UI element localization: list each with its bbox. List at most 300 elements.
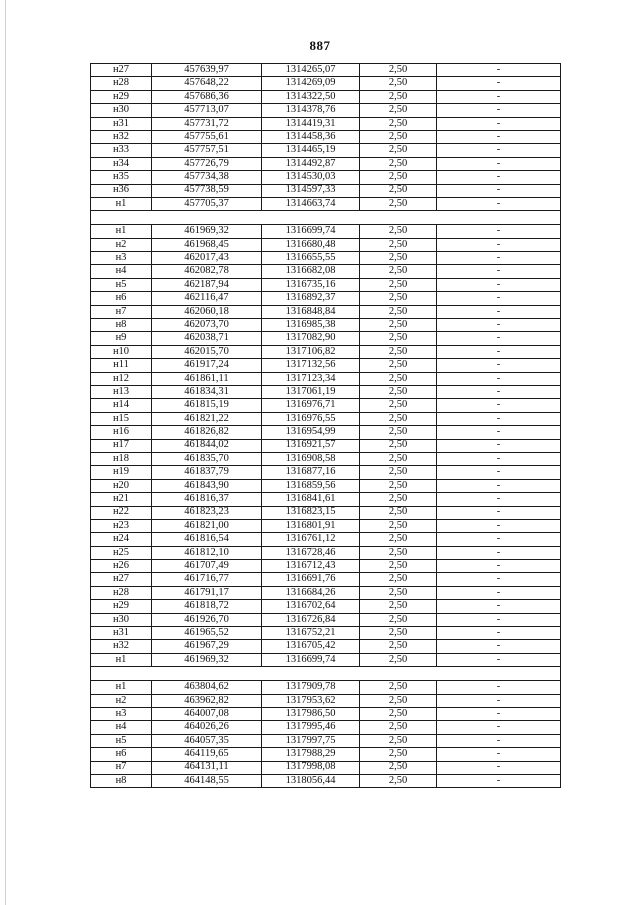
point-id-cell: н5 <box>91 734 152 747</box>
y-coordinate-cell: 1316735,16 <box>262 278 360 291</box>
note-cell: - <box>437 681 561 694</box>
point-id-cell: н12 <box>91 372 152 385</box>
width-cell: 2,50 <box>360 734 437 747</box>
point-id-cell: н24 <box>91 533 152 546</box>
note-cell: - <box>437 171 561 184</box>
separator-cell <box>91 211 561 225</box>
point-id-cell: н6 <box>91 292 152 305</box>
y-coordinate-cell: 1316921,57 <box>262 439 360 452</box>
table-row <box>91 506 561 519</box>
table-row <box>91 305 561 318</box>
table-row <box>91 265 561 278</box>
x-coordinate-cell: 461815,19 <box>152 399 262 412</box>
point-id-cell: н5 <box>91 278 152 291</box>
width-cell: 2,50 <box>360 359 437 372</box>
x-coordinate-cell: 461917,24 <box>152 359 262 372</box>
width-cell: 2,50 <box>360 761 437 774</box>
note-cell: - <box>437 586 561 599</box>
x-coordinate-cell: 462187,94 <box>152 278 262 291</box>
point-id-cell: н10 <box>91 345 152 358</box>
point-id-cell: н8 <box>91 319 152 332</box>
x-coordinate-cell: 461844,02 <box>152 439 262 452</box>
width-cell: 2,50 <box>360 345 437 358</box>
y-coordinate-cell: 1316682,08 <box>262 265 360 278</box>
y-coordinate-cell: 1316976,71 <box>262 399 360 412</box>
point-id-cell: н18 <box>91 452 152 465</box>
table-row <box>91 533 561 546</box>
point-id-cell: н20 <box>91 479 152 492</box>
x-coordinate-cell: 464148,55 <box>152 774 262 787</box>
table-row <box>91 721 561 734</box>
table-row <box>91 385 561 398</box>
x-coordinate-cell: 462017,43 <box>152 252 262 265</box>
table-row <box>91 345 561 358</box>
x-coordinate-cell: 461926,70 <box>152 613 262 626</box>
note-cell: - <box>437 573 561 586</box>
x-coordinate-cell: 461843,90 <box>152 479 262 492</box>
y-coordinate-cell: 1314597,33 <box>262 184 360 197</box>
width-cell: 2,50 <box>360 305 437 318</box>
x-coordinate-cell: 461965,52 <box>152 627 262 640</box>
y-coordinate-cell: 1316752,21 <box>262 627 360 640</box>
x-coordinate-cell: 464026,26 <box>152 721 262 734</box>
width-cell: 2,50 <box>360 130 437 143</box>
note-cell: - <box>437 278 561 291</box>
note-cell: - <box>437 466 561 479</box>
table-row <box>91 399 561 412</box>
point-id-cell: н30 <box>91 613 152 626</box>
note-cell: - <box>437 64 561 77</box>
x-coordinate-cell: 464007,08 <box>152 707 262 720</box>
note-cell: - <box>437 144 561 157</box>
table-row <box>91 573 561 586</box>
block-separator-row <box>91 667 561 681</box>
note-cell: - <box>437 359 561 372</box>
point-id-cell: н31 <box>91 627 152 640</box>
table-row <box>91 117 561 130</box>
x-coordinate-cell: 457705,37 <box>152 197 262 210</box>
y-coordinate-cell: 1317106,82 <box>262 345 360 358</box>
x-coordinate-cell: 461823,23 <box>152 506 262 519</box>
table-row <box>91 104 561 117</box>
note-cell: - <box>437 479 561 492</box>
table-row <box>91 412 561 425</box>
point-id-cell: н3 <box>91 252 152 265</box>
table-row <box>91 707 561 720</box>
width-cell: 2,50 <box>360 479 437 492</box>
point-id-cell: н32 <box>91 640 152 653</box>
y-coordinate-cell: 1316859,56 <box>262 479 360 492</box>
y-coordinate-cell: 1316726,84 <box>262 613 360 626</box>
y-coordinate-cell: 1316680,48 <box>262 238 360 251</box>
x-coordinate-cell: 457734,38 <box>152 171 262 184</box>
note-cell: - <box>437 77 561 90</box>
coordinates-table <box>90 63 561 788</box>
point-id-cell: н2 <box>91 238 152 251</box>
width-cell: 2,50 <box>360 117 437 130</box>
point-id-cell: н4 <box>91 721 152 734</box>
width-cell: 2,50 <box>360 707 437 720</box>
y-coordinate-cell: 1316702,64 <box>262 600 360 613</box>
width-cell: 2,50 <box>360 774 437 787</box>
table-row <box>91 600 561 613</box>
point-id-cell: н3 <box>91 707 152 720</box>
width-cell: 2,50 <box>360 452 437 465</box>
width-cell: 2,50 <box>360 399 437 412</box>
note-cell: - <box>437 439 561 452</box>
y-coordinate-cell: 1316655,55 <box>262 252 360 265</box>
point-id-cell: н19 <box>91 466 152 479</box>
table-row <box>91 238 561 251</box>
y-coordinate-cell: 1314269,09 <box>262 77 360 90</box>
y-coordinate-cell: 1316877,16 <box>262 466 360 479</box>
x-coordinate-cell: 461818,72 <box>152 600 262 613</box>
note-cell: - <box>437 305 561 318</box>
width-cell: 2,50 <box>360 144 437 157</box>
point-id-cell: н6 <box>91 748 152 761</box>
note-cell: - <box>437 748 561 761</box>
point-id-cell: н34 <box>91 157 152 170</box>
point-id-cell: н25 <box>91 546 152 559</box>
x-coordinate-cell: 461969,32 <box>152 653 262 666</box>
width-cell: 2,50 <box>360 64 437 77</box>
x-coordinate-cell: 457731,72 <box>152 117 262 130</box>
x-coordinate-cell: 461861,11 <box>152 372 262 385</box>
note-cell: - <box>437 319 561 332</box>
y-coordinate-cell: 1317997,75 <box>262 734 360 747</box>
x-coordinate-cell: 461968,45 <box>152 238 262 251</box>
note-cell: - <box>437 332 561 345</box>
point-id-cell: н11 <box>91 359 152 372</box>
width-cell: 2,50 <box>360 225 437 238</box>
table-row <box>91 130 561 143</box>
table-row <box>91 319 561 332</box>
y-coordinate-cell: 1316705,42 <box>262 640 360 653</box>
point-id-cell: н33 <box>91 144 152 157</box>
note-cell: - <box>437 519 561 532</box>
width-cell: 2,50 <box>360 546 437 559</box>
width-cell: 2,50 <box>360 586 437 599</box>
note-cell: - <box>437 653 561 666</box>
x-coordinate-cell: 461969,32 <box>152 225 262 238</box>
point-id-cell: н4 <box>91 265 152 278</box>
x-coordinate-cell: 457713,07 <box>152 104 262 117</box>
x-coordinate-cell: 457648,22 <box>152 77 262 90</box>
note-cell: - <box>437 399 561 412</box>
y-coordinate-cell: 1314322,50 <box>262 90 360 103</box>
note-cell: - <box>437 560 561 573</box>
width-cell: 2,50 <box>360 77 437 90</box>
width-cell: 2,50 <box>360 533 437 546</box>
separator-cell <box>91 667 561 681</box>
x-coordinate-cell: 463962,82 <box>152 694 262 707</box>
note-cell: - <box>437 640 561 653</box>
point-id-cell: н28 <box>91 586 152 599</box>
table-row <box>91 64 561 77</box>
note-cell: - <box>437 117 561 130</box>
x-coordinate-cell: 461826,82 <box>152 426 262 439</box>
block-separator-row <box>91 211 561 225</box>
y-coordinate-cell: 1317953,62 <box>262 694 360 707</box>
x-coordinate-cell: 462060,18 <box>152 305 262 318</box>
y-coordinate-cell: 1316954,99 <box>262 426 360 439</box>
table-row <box>91 586 561 599</box>
point-id-cell: н23 <box>91 519 152 532</box>
point-id-cell: н26 <box>91 560 152 573</box>
width-cell: 2,50 <box>360 171 437 184</box>
x-coordinate-cell: 461821,00 <box>152 519 262 532</box>
y-coordinate-cell: 1314458,36 <box>262 130 360 143</box>
x-coordinate-cell: 457686,36 <box>152 90 262 103</box>
x-coordinate-cell: 461834,31 <box>152 385 262 398</box>
note-cell: - <box>437 707 561 720</box>
note-cell: - <box>437 104 561 117</box>
y-coordinate-cell: 1316908,58 <box>262 452 360 465</box>
note-cell: - <box>437 533 561 546</box>
point-id-cell: н14 <box>91 399 152 412</box>
width-cell: 2,50 <box>360 694 437 707</box>
width-cell: 2,50 <box>360 157 437 170</box>
note-cell: - <box>437 90 561 103</box>
x-coordinate-cell: 464119,65 <box>152 748 262 761</box>
point-id-cell: н36 <box>91 184 152 197</box>
table-row <box>91 640 561 653</box>
y-coordinate-cell: 1316728,46 <box>262 546 360 559</box>
width-cell: 2,50 <box>360 519 437 532</box>
table-row <box>91 734 561 747</box>
table-row <box>91 197 561 210</box>
table-row <box>91 560 561 573</box>
table-row <box>91 426 561 439</box>
y-coordinate-cell: 1316761,12 <box>262 533 360 546</box>
x-coordinate-cell: 463804,62 <box>152 681 262 694</box>
table-row <box>91 171 561 184</box>
note-cell: - <box>437 197 561 210</box>
table-row <box>91 479 561 492</box>
table-row <box>91 252 561 265</box>
note-cell: - <box>437 385 561 398</box>
point-id-cell: н28 <box>91 77 152 90</box>
note-cell: - <box>437 774 561 787</box>
width-cell: 2,50 <box>360 426 437 439</box>
point-id-cell: н22 <box>91 506 152 519</box>
note-cell: - <box>437 546 561 559</box>
note-cell: - <box>437 292 561 305</box>
note-cell: - <box>437 734 561 747</box>
y-coordinate-cell: 1314492,87 <box>262 157 360 170</box>
y-coordinate-cell: 1314265,07 <box>262 64 360 77</box>
y-coordinate-cell: 1317995,46 <box>262 721 360 734</box>
note-cell: - <box>437 761 561 774</box>
width-cell: 2,50 <box>360 600 437 613</box>
table-row <box>91 90 561 103</box>
width-cell: 2,50 <box>360 506 437 519</box>
y-coordinate-cell: 1316801,91 <box>262 519 360 532</box>
x-coordinate-cell: 457738,59 <box>152 184 262 197</box>
y-coordinate-cell: 1316976,55 <box>262 412 360 425</box>
table-row <box>91 225 561 238</box>
width-cell: 2,50 <box>360 265 437 278</box>
width-cell: 2,50 <box>360 184 437 197</box>
table-row <box>91 493 561 506</box>
point-id-cell: н29 <box>91 600 152 613</box>
y-coordinate-cell: 1314465,19 <box>262 144 360 157</box>
y-coordinate-cell: 1318056,44 <box>262 774 360 787</box>
y-coordinate-cell: 1314530,03 <box>262 171 360 184</box>
width-cell: 2,50 <box>360 681 437 694</box>
table-row <box>91 278 561 291</box>
width-cell: 2,50 <box>360 238 437 251</box>
point-id-cell: н15 <box>91 412 152 425</box>
point-id-cell: н7 <box>91 305 152 318</box>
y-coordinate-cell: 1316892,37 <box>262 292 360 305</box>
x-coordinate-cell: 457726,79 <box>152 157 262 170</box>
point-id-cell: н7 <box>91 761 152 774</box>
note-cell: - <box>437 600 561 613</box>
point-id-cell: н1 <box>91 653 152 666</box>
x-coordinate-cell: 457757,51 <box>152 144 262 157</box>
y-coordinate-cell: 1316712,43 <box>262 560 360 573</box>
x-coordinate-cell: 462073,70 <box>152 319 262 332</box>
width-cell: 2,50 <box>360 640 437 653</box>
note-cell: - <box>437 452 561 465</box>
width-cell: 2,50 <box>360 385 437 398</box>
table-row <box>91 774 561 787</box>
point-id-cell: н29 <box>91 90 152 103</box>
note-cell: - <box>437 252 561 265</box>
y-coordinate-cell: 1316985,38 <box>262 319 360 332</box>
note-cell: - <box>437 225 561 238</box>
note-cell: - <box>437 426 561 439</box>
width-cell: 2,50 <box>360 104 437 117</box>
table-row <box>91 372 561 385</box>
width-cell: 2,50 <box>360 653 437 666</box>
x-coordinate-cell: 461816,54 <box>152 533 262 546</box>
y-coordinate-cell: 1316841,61 <box>262 493 360 506</box>
note-cell: - <box>437 184 561 197</box>
point-id-cell: н17 <box>91 439 152 452</box>
point-id-cell: н16 <box>91 426 152 439</box>
x-coordinate-cell: 462015,70 <box>152 345 262 358</box>
note-cell: - <box>437 613 561 626</box>
width-cell: 2,50 <box>360 319 437 332</box>
table-row <box>91 144 561 157</box>
point-id-cell: н30 <box>91 104 152 117</box>
note-cell: - <box>437 412 561 425</box>
table-row <box>91 761 561 774</box>
y-coordinate-cell: 1316699,74 <box>262 653 360 666</box>
width-cell: 2,50 <box>360 439 437 452</box>
x-coordinate-cell: 461791,17 <box>152 586 262 599</box>
page-number: 887 <box>309 38 331 53</box>
y-coordinate-cell: 1316699,74 <box>262 225 360 238</box>
point-id-cell: н21 <box>91 493 152 506</box>
table-row <box>91 332 561 345</box>
x-coordinate-cell: 461837,79 <box>152 466 262 479</box>
table-row <box>91 613 561 626</box>
x-coordinate-cell: 462082,78 <box>152 265 262 278</box>
table-row <box>91 653 561 666</box>
point-id-cell: н2 <box>91 694 152 707</box>
width-cell: 2,50 <box>360 252 437 265</box>
width-cell: 2,50 <box>360 627 437 640</box>
y-coordinate-cell: 1316848,84 <box>262 305 360 318</box>
x-coordinate-cell: 461812,10 <box>152 546 262 559</box>
y-coordinate-cell: 1317986,50 <box>262 707 360 720</box>
width-cell: 2,50 <box>360 372 437 385</box>
note-cell: - <box>437 345 561 358</box>
table-row <box>91 627 561 640</box>
width-cell: 2,50 <box>360 573 437 586</box>
width-cell: 2,50 <box>360 748 437 761</box>
width-cell: 2,50 <box>360 613 437 626</box>
point-id-cell: н8 <box>91 774 152 787</box>
point-id-cell: н35 <box>91 171 152 184</box>
point-id-cell: н32 <box>91 130 152 143</box>
table-row <box>91 466 561 479</box>
x-coordinate-cell: 464131,11 <box>152 761 262 774</box>
x-coordinate-cell: 457639,97 <box>152 64 262 77</box>
width-cell: 2,50 <box>360 292 437 305</box>
point-id-cell: н13 <box>91 385 152 398</box>
note-cell: - <box>437 238 561 251</box>
x-coordinate-cell: 464057,35 <box>152 734 262 747</box>
width-cell: 2,50 <box>360 197 437 210</box>
width-cell: 2,50 <box>360 412 437 425</box>
x-coordinate-cell: 461816,37 <box>152 493 262 506</box>
table-row <box>91 292 561 305</box>
y-coordinate-cell: 1317061,19 <box>262 385 360 398</box>
table-row <box>91 184 561 197</box>
table-row <box>91 439 561 452</box>
x-coordinate-cell: 457755,61 <box>152 130 262 143</box>
x-coordinate-cell: 462038,71 <box>152 332 262 345</box>
scan-edge-line <box>5 0 6 905</box>
note-cell: - <box>437 506 561 519</box>
point-id-cell: н9 <box>91 332 152 345</box>
table-row <box>91 359 561 372</box>
x-coordinate-cell: 461707,49 <box>152 560 262 573</box>
y-coordinate-cell: 1317132,56 <box>262 359 360 372</box>
y-coordinate-cell: 1314378,76 <box>262 104 360 117</box>
y-coordinate-cell: 1316691,76 <box>262 573 360 586</box>
table-row <box>91 694 561 707</box>
table-row <box>91 546 561 559</box>
table-row <box>91 77 561 90</box>
x-coordinate-cell: 461835,70 <box>152 452 262 465</box>
y-coordinate-cell: 1316823,15 <box>262 506 360 519</box>
note-cell: - <box>437 694 561 707</box>
width-cell: 2,50 <box>360 332 437 345</box>
point-id-cell: н1 <box>91 197 152 210</box>
width-cell: 2,50 <box>360 560 437 573</box>
note-cell: - <box>437 130 561 143</box>
point-id-cell: н27 <box>91 573 152 586</box>
point-id-cell: н1 <box>91 225 152 238</box>
x-coordinate-cell: 461716,77 <box>152 573 262 586</box>
note-cell: - <box>437 627 561 640</box>
note-cell: - <box>437 265 561 278</box>
table-row <box>91 157 561 170</box>
note-cell: - <box>437 372 561 385</box>
y-coordinate-cell: 1317123,34 <box>262 372 360 385</box>
width-cell: 2,50 <box>360 466 437 479</box>
x-coordinate-cell: 461821,22 <box>152 412 262 425</box>
point-id-cell: н31 <box>91 117 152 130</box>
table-row <box>91 452 561 465</box>
note-cell: - <box>437 157 561 170</box>
y-coordinate-cell: 1317988,29 <box>262 748 360 761</box>
